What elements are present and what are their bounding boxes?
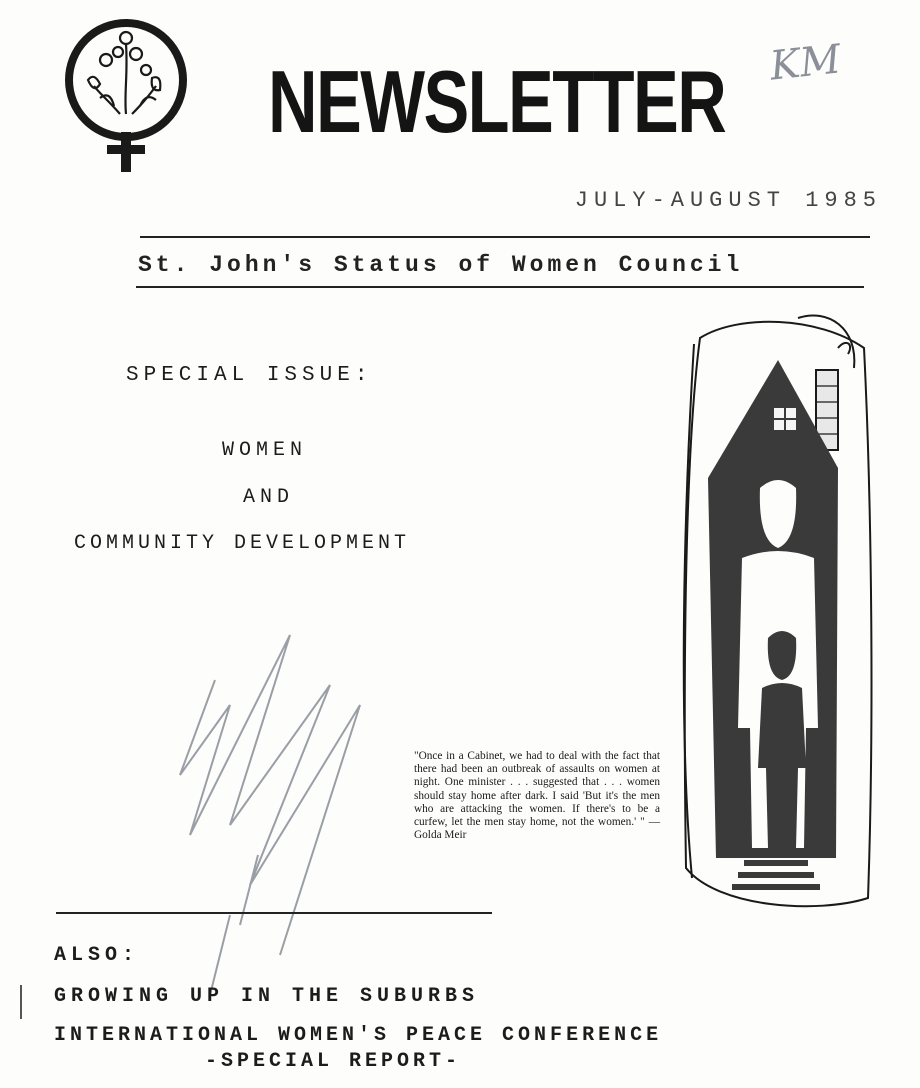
theme-line-2: AND [243, 486, 295, 509]
top-divider [140, 236, 870, 238]
handwritten-initials: KM [767, 36, 844, 90]
theme-line-3: COMMUNITY DEVELOPMENT [74, 532, 411, 555]
special-issue-label: SPECIAL ISSUE: [126, 364, 373, 387]
issue-date: JULY-AUGUST 1985 [574, 188, 882, 213]
newsletter-title: NEWSLETTER [268, 52, 726, 151]
list-item: INTERNATIONAL WOMEN'S PEACE CONFERENCE [54, 1024, 663, 1047]
womens-symbol-flower-logo [60, 14, 195, 174]
margin-mark [20, 985, 22, 1019]
theme-line-1: WOMEN [222, 439, 308, 462]
pencil-scribble [170, 625, 380, 1005]
section-divider [56, 912, 492, 914]
house-woman-child-illustration [678, 308, 878, 920]
organization-name: St. John's Status of Women Council [138, 252, 744, 278]
list-item: GROWING UP IN THE SUBURBS [54, 985, 480, 1008]
list-item: -SPECIAL REPORT- [205, 1050, 462, 1073]
bottom-divider [136, 286, 864, 288]
also-heading: ALSO: [54, 944, 140, 967]
golda-meir-quote: "Once in a Cabinet, we had to deal with the fact that there had been an outbreak of assaults on women at night. One minister . . . suggested that . . . women should stay home after dark. I said 'But it's the men who are attacking the women. If there's to be a curfew, let the men stay home, not the women.' " — Golda Meir [414, 750, 660, 842]
